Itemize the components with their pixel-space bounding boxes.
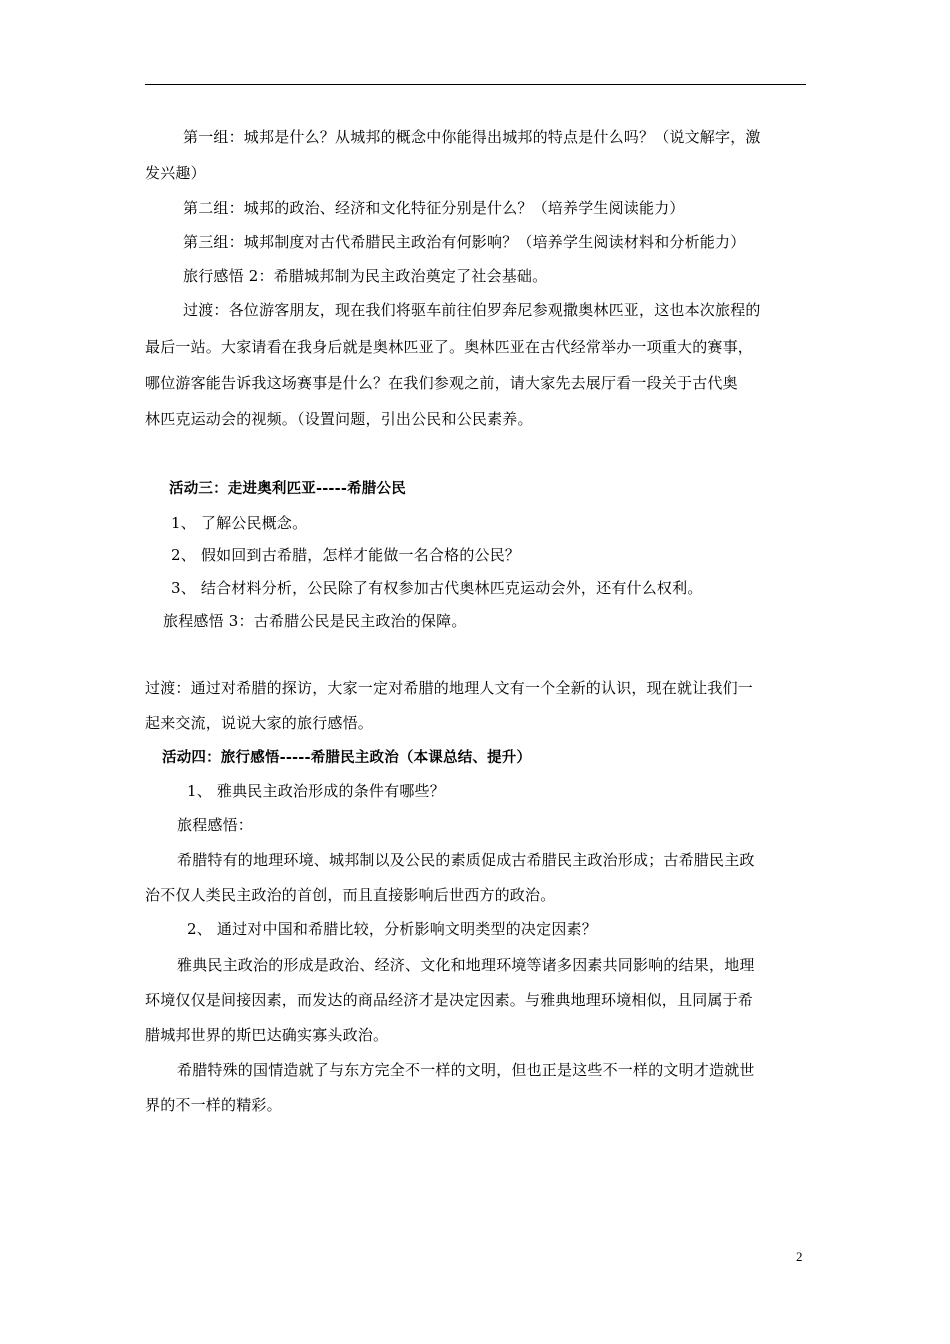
activity4-para1-line2: 治不仅人类民主政治的首创，而且直接影响后世西方的政治。 xyxy=(145,886,556,904)
transition1-line2: 最后一站。大家请看在我身后就是奥林匹亚了。奥林匹亚在古代经常举办一项重大的赛事， xyxy=(145,338,754,356)
group1-line2: 发兴趣） xyxy=(145,164,206,182)
activity4-heading: 活动四：旅行感悟-----希腊民主政治（本课总结、提升） xyxy=(162,750,532,766)
closing-line1: 希腊特殊的国情造就了与东方完全不一样的文明，但也正是这些不一样的文明才造就世 xyxy=(177,1061,755,1079)
transition1-line1: 过渡：各位游客朋友，现在我们将驱车前往伯罗奔尼参观撒奥林匹亚，这也本次旅程的 xyxy=(183,301,761,319)
activity3-item-3: 3、 结合材料分析，公民除了有权参加古代奥林匹克运动会外，还有什么权利。 xyxy=(171,579,703,597)
activity4-para2-line1: 雅典民主政治的形成是政治、经济、文化和地理环境等诸多因素共同影响的结果，地理 xyxy=(177,956,755,974)
activity3-heading: 活动三：走进奥利匹亚-----希腊公民 xyxy=(169,481,406,497)
activity3-item-2: 2、 假如回到古希腊，怎样才能做一名合格的公民？ xyxy=(171,546,521,564)
activity3-item-1: 1、 了解公民概念。 xyxy=(171,514,308,532)
activity4-item-1: 1、 雅典民主政治形成的条件有哪些？ xyxy=(187,782,445,800)
transition1-line3: 哪位游客能告诉我这场赛事是什么？在我们参观之前，请大家先去展厅看一段关于古代奥 xyxy=(145,374,738,392)
activity4-item-2: 2、 通过对中国和希腊比较，分析影响文明类型的决定因素？ xyxy=(187,920,597,938)
group2-text: 第二组：城邦的政治、经济和文化特征分别是什么？（培养学生阅读能力） xyxy=(183,199,685,217)
activity4-para2-line2: 环境仅仅是间接因素，而发达的商品经济才是决定因素。与雅典地理环境相似，且同属于希 xyxy=(145,991,754,1009)
group1-line1: 第一组：城邦是什么？从城邦的概念中你能得出城邦的特点是什么吗？（说文解字，激 xyxy=(183,128,761,146)
group3-text: 第三组：城邦制度对古代希腊民主政治有何影响？（培养学生阅读材料和分析能力） xyxy=(183,233,746,251)
activity4-para2-line3: 腊城邦世界的斯巴达确实寡头政治。 xyxy=(145,1026,389,1044)
activity4-insight-label: 旅程感悟： xyxy=(177,816,254,834)
closing-line2: 界的不一样的精彩。 xyxy=(145,1096,282,1114)
transition1-line4: 林匹克运动会的视频。（设置问题，引出公民和公民素养。 xyxy=(145,410,533,428)
page-number: 2 xyxy=(796,1249,803,1264)
header-rule xyxy=(145,84,806,85)
insight3-text: 旅程感悟 3：古希腊公民是民主政治的保障。 xyxy=(163,612,467,630)
insight2-text: 旅行感悟 2：希腊城邦制为民主政治奠定了社会基础。 xyxy=(183,267,548,285)
transition2-line2: 起来交流，说说大家的旅行感悟。 xyxy=(145,714,374,732)
activity4-para1-line1: 希腊特有的地理环境、城邦制以及公民的素质促成古希腊民主政治形成；古希腊民主政 xyxy=(177,851,755,869)
transition2-line1: 过渡：通过对希腊的探访，大家一定对希腊的地理人文有一个全新的认识，现在就让我们一 xyxy=(145,679,754,697)
